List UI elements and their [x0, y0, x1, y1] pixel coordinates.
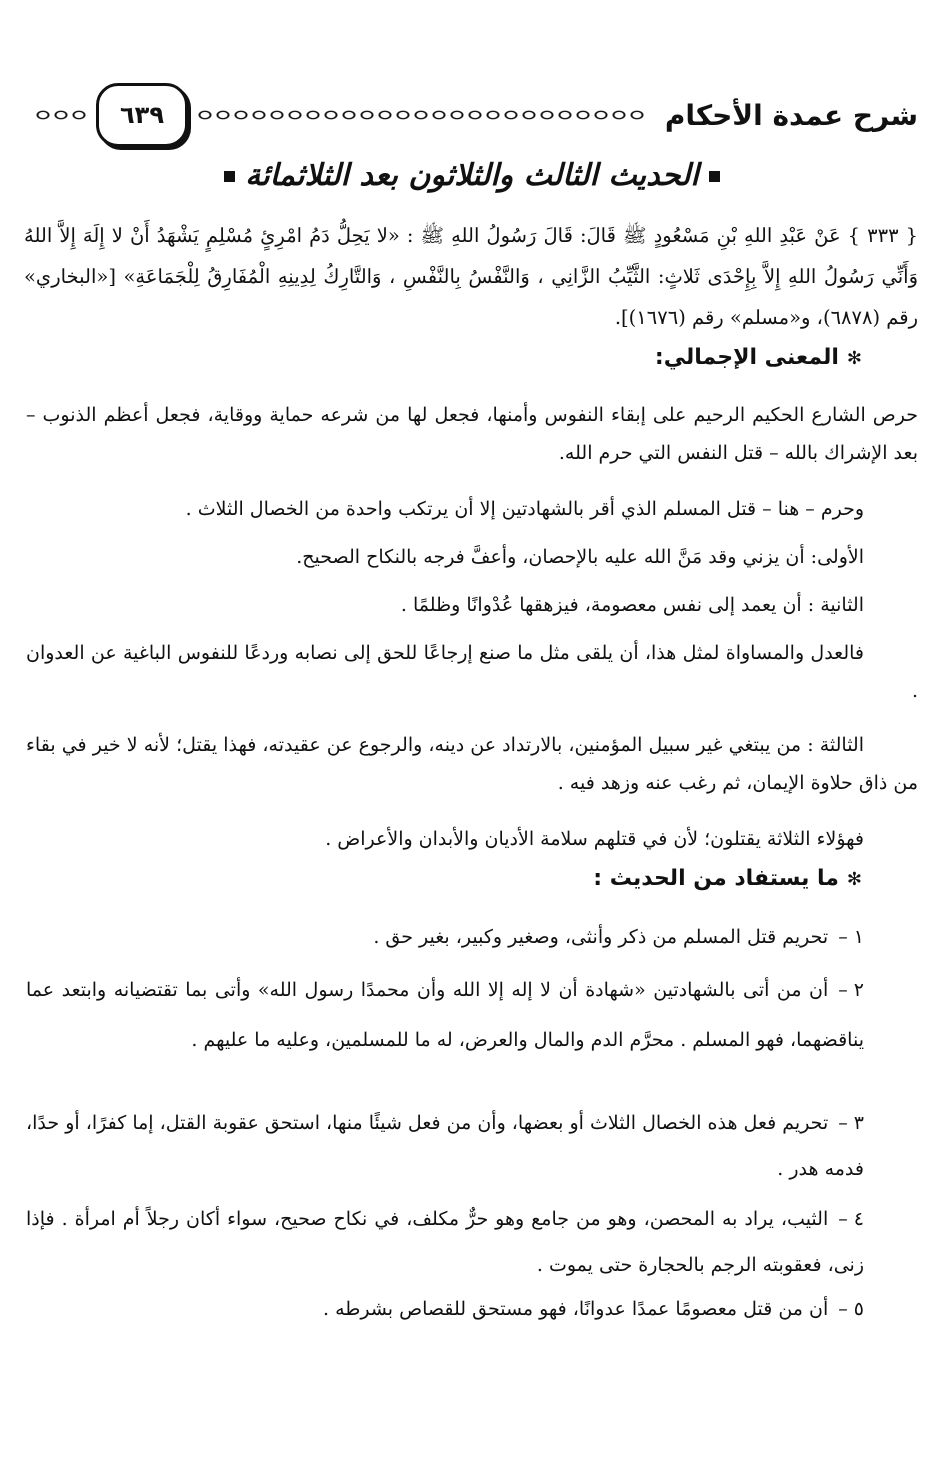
asterisk-icon: ✻ — [846, 348, 862, 369]
paragraph: وحرم – هنا – قتل المسلم الذي أقر بالشهادتين إلا أن يرتكب واحدة من الخصال الثلاث . — [185, 498, 864, 520]
paragraph: الثانية : أن يعمد إلى نفس معصومة، فيزهقها عُدْوانًا وظلمًا . — [400, 594, 864, 616]
list-item: ٤ –الثيب، يراد به المحصن، وهو من جامع وهو حرٌّ مكلف، في نكاح صحيح، سواء أكان رجلاً أم امرأة . فإذا زنى، فعقوبته الرجم بالحجارة حتى يموت . — [26, 1208, 864, 1276]
section-title-meaning — [655, 345, 862, 370]
list-item: ٣ –تحريم فعل هذه الخصال الثلاث أو بعضها، وأن من فعل شيئًا منها، استحق عقوبة القتل، إما كفرًا، أو حدًا، فدمه هدر . — [26, 1112, 864, 1180]
book-title: شرح عمدة الأحكام — [664, 98, 918, 132]
page-number: ٦٣٩ — [96, 83, 188, 147]
chain-ornament — [196, 107, 645, 123]
hadith-text: { ٣٣٣ } عَنْ عَبْدِ اللهِ بْنِ مَسْعُودٍ ﷺ قَالَ: قَالَ رَسُولُ اللهِ ﷺ : «لا يَحِلُّ دَمُ امْرِئٍ مُسْلِمٍ يَشْهَدُ أَنْ لا إِلَهَ إِلاَّ اللهُ وَأَنِّي رَسُولُ اللهِ إِلاَّ بِإِحْدَى ثَلاثٍ: الثَّيِّبُ الزَّانِي ، وَالنَّفْسُ بِالنَّفْسِ ، وَالتَّارِكُ لِدِينِهِ الْمُفَارِقُ لِلْجَمَاعَةِ» [«البخاري» رقم (٦٨٧٨)، و«مسلم» رقم (١٦٧٦)]. — [24, 224, 919, 329]
asterisk-icon: ✻ — [846, 869, 862, 890]
section-title-benefits-text: ما يستفاد من الحديث : — [593, 866, 839, 891]
chain-ornament-short — [34, 107, 88, 123]
square-bullet-icon — [709, 171, 720, 182]
paragraph: فالعدل والمساواة لمثل هذا، أن يلقى مثل ما صنع إرجاعًا للحق إلى نصابه وردعًا للنفوس الباغية عن العدوان . — [26, 642, 918, 702]
page-header — [26, 80, 918, 150]
list-item: ١ –تحريم قتل المسلم من ذكر وأنثى، وصغير وكبير، بغير حق . — [373, 926, 864, 948]
hadith-heading — [26, 158, 918, 193]
section-title-benefits — [593, 866, 862, 891]
list-item: ٥ –أن من قتل معصومًا عمدًا عدوانًا، فهو مستحق للقصاص بشرطه . — [322, 1298, 864, 1320]
section-title-meaning-text: المعنى الإجمالي: — [654, 345, 839, 370]
paragraph: فهؤلاء الثلاثة يقتلون؛ لأن في قتلهم سلامة الأديان والأبدان والأعراض . — [325, 828, 864, 850]
paragraph: الأولى: أن يزني وقد مَنَّ الله عليه بالإحصان، وأعفَّ فرجه بالنكاح الصحيح. — [296, 546, 864, 568]
square-bullet-icon — [224, 171, 235, 182]
list-item: ٢ –أن من أتى بالشهادتين «شهادة أن لا إله إلا الله وأن محمدًا رسول الله» وأتى بما تقتضيانه وابتعد عما يناقضهما، فهو المسلم . محرَّم الدم والمال والعرض، له ما للمسلمين، وعليه ما عليهم . — [26, 979, 864, 1051]
paragraph: حرص الشارع الحكيم الرحيم على إبقاء النفوس وأمنها، فجعل لها من شرعه حماية ووقاية، فجعل أعظم الذنوب – بعد الإشراك بالله – قتل النفس التي حرم الله. — [26, 404, 918, 464]
paragraph: الثالثة : من يبتغي غير سبيل المؤمنين، بالارتداد عن دينه، والرجوع عن عقيدته، فهذا يقتل؛ لأنه لا خير في بقاء من ذاق حلاوة الإيمان، ثم رغب عنه وزهد فيه . — [26, 734, 918, 794]
hadith-heading-text: الحديث الثالث والثلاثون بعد الثلاثمائة — [245, 158, 699, 193]
